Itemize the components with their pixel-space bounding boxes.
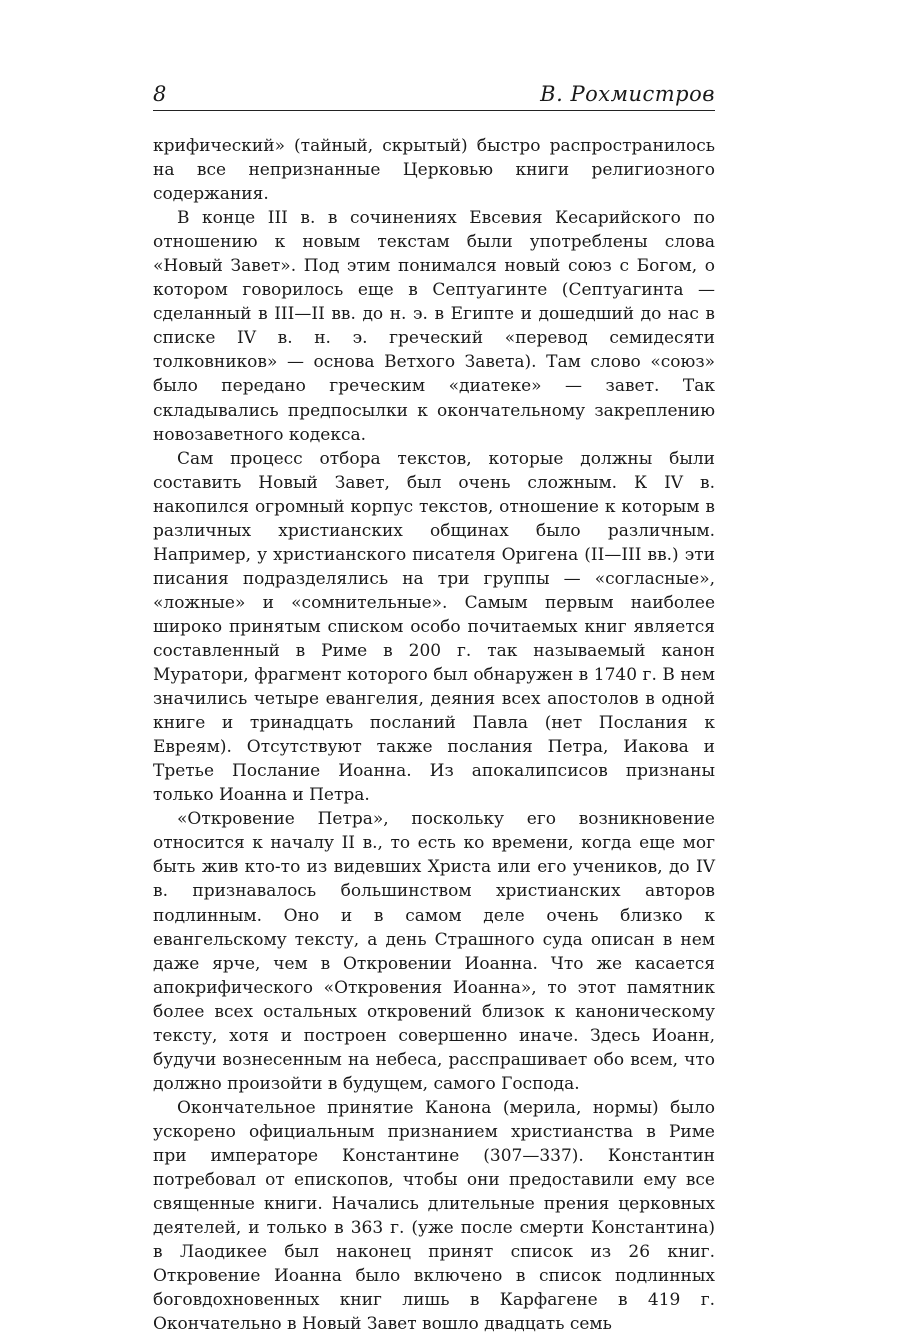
page-header (153, 80, 715, 111)
paragraph-2: В конце III в. в сочинениях Евсевия Кесарийского по отношению к новым текстам были употреблены слова «Новый Завет». Под этим понимался новый союз с Богом, о котором говорилось еще в Септуагинте (Септуагинта — сделанный в III—II вв. до н. э. в Египте и дошедший до нас в списке IV в. н. э. греческий «перевод семидесяти толковников» — основа Ветхого Завета). Там слово «союз» было передано греческим «диатеке» — завет. Так складывались предпосылки к окончательному закреплению новозаветного кодекса. (153, 208, 715, 445)
page-number: 8 (153, 82, 167, 106)
running-head: В. Рохмистров (540, 82, 715, 106)
paragraph-3: Сам процесс отбора текстов, которые должны были составить Новый Завет, был очень сложным. К IV в. накопился огромный корпус текстов, отношение к которым в различных христианских общинах было различным. Например, у христианского писателя Оригена (II—III вв.) эти писания подразделялись на три группы — «согласные», «ложные» и «сомнительные». Самым первым наиболее широко принятым списком особо почитаемых книг является составленный в Риме в 200 г. так называемый канон Муратори, фрагмент которого был обнаружен в 1740 г. В нем значились четыре евангелия, деяния всех апостолов в одной книге и тринадцать посланий Павла (нет Послания к Евреям). Отсутствуют также послания Петра, Иакова и Третье Послание Иоанна. Из апокалипсисов признаны только Иоанна и Петра. (153, 448, 715, 806)
paragraph-4: «Откровение Петра», поскольку его возникновение относится к началу II в., то есть ко времени, когда еще мог быть жив кто-то из видевших Христа или его учеников, до IV в. признавалось большинством христианских авторов подлинным. Оно и в самом деле очень близко к евангельскому тексту, а день Страшного суда описан в нем даже ярче, чем в Откровении Иоанна. Что же касается апокрифического «Откровения Иоанна», то этот памятник более всех остальных откровений близок к каноническому тексту, хотя и построен совершенно иначе. Здесь Иоанн, будучи вознесенным на небеса, расспрашивает обо всем, что должно произойти в будущем, самого Господа. (153, 809, 715, 1094)
paragraph-5: Окончательное принятие Канона (мерила, нормы) было ускорено официальным признанием христианства в Риме при императоре Константине (307—337). Константин потребовал от епископов, чтобы они предоставили ему все священные книги. Начались длительные прения церковных деятелей, и только в 363 г. (уже после смерти Константина) в Лаодикее был наконец принят список из 26 книг. Откровение Иоанна было включено в список подлинных боговдохновенных книг лишь в Карфагене в 419 г. Окончательно в Новый Завет вошло двадцать семь (153, 1097, 715, 1335)
paragraph-1: крифический» (тайный, скрытый) быстро распространилось на все непризнанные Церковью книги религиозного содержания. (153, 136, 715, 205)
text-body (153, 134, 715, 1336)
